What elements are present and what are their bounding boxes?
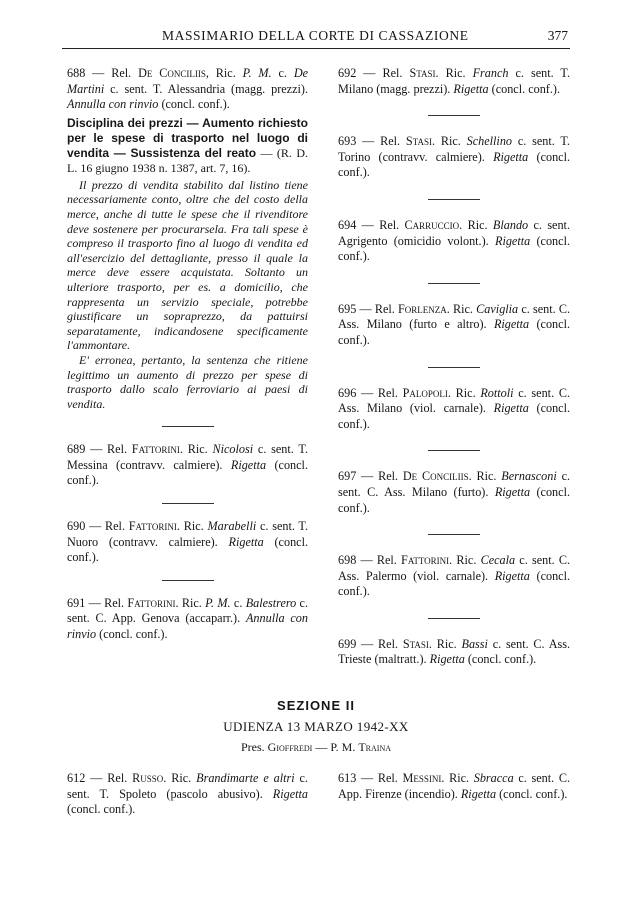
outcome: Rigetta [228,534,264,549]
case-details: c. sent. C. App. Firenze (incendio). [338,771,571,801]
rel-label: — Rel. [360,553,397,568]
outcome: Rigetta [230,457,267,472]
ric-label: . Ric. [179,442,208,457]
section-header [62,698,570,755]
headnote-text: Disciplina dei prezzi — Aumento richiesto per le spese di trasporto nel luogo di vendita — Sussistenza del reato [67,115,308,160]
entry-690 [67,519,308,566]
presiding-officers [62,740,570,755]
case-details: c. sent. C. Ass. Milano (furto). [338,469,571,499]
rel-label: — Rel. [361,217,400,232]
entry-separator [428,618,480,619]
ric-label: . Ric. [468,469,497,484]
ric-label: . Ric. [446,301,473,316]
conclusions: (concl. conf.). [338,484,570,515]
entry-694 [338,218,570,265]
entry-number: 695 [338,301,357,316]
running-head [62,28,570,49]
rapporteur-name: De Conciliis [138,66,206,80]
hearing-date: UDIENZA 13 MARZO 1942-XX [223,719,409,734]
entry-number: 613 [338,771,357,785]
outcome: Rigetta [272,786,308,801]
pm-label: — P. M. [315,740,356,754]
entry-separator [162,580,214,581]
entry-separator [162,503,214,504]
respondent-name: De Martini [67,66,309,96]
rel-label: — Rel. [363,66,403,80]
rapporteur-name: Fattorini [128,519,177,534]
ric-label: . Ric. [431,134,461,149]
rel-label: — Rel. [359,301,395,316]
conclusions: (concl. conf.). [338,401,571,431]
ric-label: . Ric. [176,519,204,534]
rapporteur-name: Fattorini [127,595,176,610]
entry-699 [338,637,570,668]
entry-separator [428,115,480,116]
appellant-name: Bassi [461,636,488,651]
running-title: MASSIMARIO DELLA CORTE DI CASSAZIONE [162,28,469,43]
outcome: Rigetta [493,401,529,416]
appellant-name: Blando [492,217,529,232]
conclusions: (concl. conf.). [67,802,136,817]
case-details: c. sent. T. Torino (contravv. calmiere). [338,134,570,164]
entry-number: 612 [67,771,86,785]
conclusions: (concl. conf.). [67,534,309,565]
case-details: c. sent. C. App. Genova (accaparr.). [67,595,309,626]
page-number: 377 [547,28,568,43]
rapporteur-name: Forlenza [398,301,447,316]
rel-label: — Rel. [92,66,132,80]
outcome: Rigetta [493,317,530,332]
entry-689 [67,442,308,489]
ric-label: . Ric. [175,595,202,610]
conclusions: (concl. conf.). [464,652,537,667]
headnote-reference: — (R. D. L. 16 giugno 1938 n. 1387, art. 7, 16). [67,145,308,175]
conclusions: (concl. conf.). [338,317,570,347]
rapporteur-name: Carruccio [404,217,460,232]
entry-698 [338,553,570,600]
case-details: c. sent. C. Ass. Palermo (viol. carnale). [338,553,571,583]
c-label: c. [233,595,243,610]
case-details: c. sent. C. Ass. Milano (furto e altro). [338,301,571,332]
maxim-paragraph: E' erronea, pertanto, la sentenza che ritiene legittimo un aumento di prezzo per spese di trasporto dallo scalo ferroviario ai paesi di vendita. [67,352,308,411]
case-details: c. sent. T. Milano (magg. prezzi). [338,66,571,96]
rapporteur-name: Fattorini [131,442,180,457]
ric-label: . Ric. [459,217,488,232]
ric-label: . Ric. [435,66,466,80]
entry-separator [428,367,480,368]
appellant-name: Schellino [466,134,513,149]
outcome: Rigetta [493,149,529,164]
case-details: c. sent. T. Spoleto (pascolo abusivo). [67,771,308,801]
entry-695 [338,302,570,349]
entry-688 [67,66,308,113]
entry-separator [428,534,480,535]
entry-613 [338,771,570,802]
right-column [338,66,570,668]
rapporteur-name: Russo [132,771,164,785]
entry-number: 699 [338,636,357,651]
entry-692 [338,66,570,97]
rel-label: — Rel. [361,469,399,484]
case-details: c. sent. Agrigento (omicidio volont.). [338,217,570,248]
outcome: Rigetta [460,786,497,801]
c-label: c. [278,66,287,80]
entry-691 [67,596,308,643]
entry-number: 694 [338,217,357,232]
rapporteur-name: Stasi [402,636,429,651]
entry-separator [428,283,480,284]
appellant-name: Marabelli [207,519,257,534]
entry-number: 697 [338,469,357,484]
entry-696 [338,386,570,433]
entry-separator [428,199,480,200]
appellant-name: Bernasconi [501,469,557,484]
conclusions: (concl. conf.). [338,233,570,264]
rel-label: — Rel. [361,385,398,400]
conclusions: (concl. conf.). [67,457,308,488]
outcome: Rigetta [495,233,531,248]
ric-label: . Ric. [428,636,457,651]
outcome: Rigetta [453,81,489,96]
appellant-name: Rottoli [480,385,514,400]
rapporteur-name: Palopoli [402,385,448,400]
headnote [67,116,308,176]
pres-label: Pres. [240,740,265,754]
entry-number: 696 [338,385,357,400]
entry-number: 691 [67,595,86,610]
outcome: Rigetta [429,652,465,667]
entry-number: 688 [67,66,86,80]
outcome: Rigetta [494,484,531,499]
rapporteur-name: Messini [402,771,442,785]
entry-separator [428,450,480,451]
conclusions: (concl. conf.). [338,568,571,599]
ric-label: . Ric. [449,553,477,568]
rel-label: — Rel. [89,519,125,534]
left-column [67,66,308,643]
case-details: c. sent. C. Ass. Trieste (maltratt.). [338,636,571,667]
conclusions: (concl. conf.). [158,97,230,112]
bottom-right-column [338,771,570,802]
bottom-left-column [67,771,308,818]
appellant-name: Cecala [480,553,516,568]
ric-label: . Ric. [447,385,476,400]
entry-separator [162,426,214,427]
entry-number: 689 [67,442,86,457]
maxim-paragraph: Il prezzo di vendita stabilito dal listino tiene necessariamente conto, oltre che del costo della merce, anche di tutte le spese che il rivenditore deve sostenere per procurarsela. Fra tali spese è compreso il trasporto fino al luogo di vendita ed all'esercizio del dettagliante, presso il quale la merce deve essere acquistata. Soltanto un ulteriore trasporto, per es. a domicilio, che rappresenta un servizio speciale, potrebbe giustificare un sopraprezzo, da pattuirsi separatamente, indicandosene specificamente l'ammontare. [67,177,308,353]
rel-label: — Rel. [90,442,128,457]
entry-number: 698 [338,553,357,568]
ric-label: . Ric. [163,771,192,785]
appellant-name: Sbracca [473,771,514,785]
conclusions: (concl. conf.). [338,149,571,180]
outcome: Rigetta [494,568,530,583]
entry-number: 692 [338,66,357,80]
outcome: Annulla con rinvio [67,611,308,642]
ric-label: . Ric. [441,771,470,785]
prosecutor-name: Traina [358,740,392,754]
appellant-name: Franch [472,66,509,80]
entry-number: 693 [338,134,357,149]
rel-label: — Rel. [361,636,399,651]
rapporteur-name: Stasi [405,134,432,149]
appellant-name: P. M. [205,595,231,610]
rapporteur-name: De Conciliis [402,469,469,484]
rel-label: — Rel. [88,595,125,610]
rapporteur-name: Fattorini [401,553,450,568]
rapporteur-name: Stasi [409,66,436,80]
appellant-name: Caviglia [476,301,519,316]
case-details: c. sent. T. Nuoro (contravv. calmiere). [67,519,309,549]
rel-label: — Rel. [360,771,398,785]
rel-label: — Rel. [90,771,128,785]
section-title: SEZIONE II [277,698,355,713]
appellant-name: P. M. [242,66,272,80]
outcome: Annulla con rinvio [67,97,159,112]
president-name: Gioffredi [267,740,313,754]
case-details: c. sent. C. Ass. Milano (viol. carnale). [338,385,571,416]
entry-612 [67,771,308,818]
conclusions: (concl. conf.). [488,81,561,96]
entry-697 [338,469,570,516]
conclusions: (concl. conf.). [496,786,568,801]
entry-number: 690 [67,519,86,534]
conclusions: (concl. conf.). [96,627,168,642]
entry-693 [338,134,570,181]
ric-label: , Ric. [205,66,236,80]
case-details: c. sent. T. Alessandria (magg. prezzi). [104,81,308,96]
rel-label: — Rel. [362,134,401,149]
appellant-name: Brandimarte e altri [196,771,295,785]
appellant-name: Nicolosi [212,442,254,457]
respondent-name: Balestrero [245,595,297,610]
case-details: c. sent. T. Messina (contravv. calmiere). [67,442,308,472]
